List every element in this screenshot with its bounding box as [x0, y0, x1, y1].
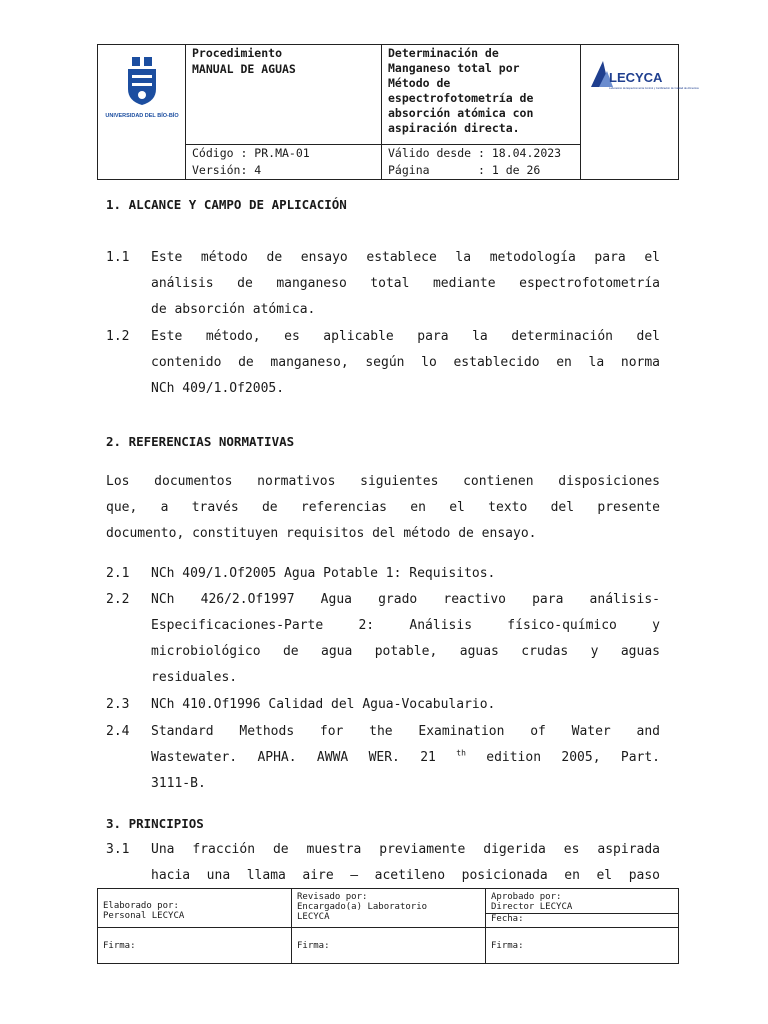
item-2-2-number: 2.2	[106, 592, 130, 607]
text-line: NCh 409/1.Of2005.	[151, 381, 285, 396]
manual-name: MANUAL DE AGUAS	[192, 62, 296, 76]
text-line: Especificaciones-Parte 2: Análisis físico-químico y	[151, 618, 660, 633]
university-name: UNIVERSIDAD DEL BÍO-BÍO	[105, 113, 179, 119]
title-line: Determinación de	[388, 46, 499, 60]
signature-label: Firma:	[103, 940, 136, 951]
text-line: residuales.	[151, 670, 238, 685]
item-2-1-number: 2.1	[106, 566, 130, 581]
text-fragment: Wastewater. APHA. AWWA WER. 21	[151, 750, 436, 765]
approval-footer	[97, 888, 679, 964]
title-line: Manganeso total por	[388, 61, 520, 75]
item-2-4-number: 2.4	[106, 724, 130, 739]
text-line: 3111-B.	[151, 776, 206, 791]
procedure-label: Procedimiento	[192, 46, 283, 60]
item-3-1-text	[151, 837, 660, 889]
university-logo	[102, 53, 182, 129]
text-line: análisis de manganeso total mediante espectrofotometría	[151, 276, 660, 291]
text-line: Este método, es aplicable para la determinación del	[151, 329, 660, 344]
lecyca-emblem-icon	[589, 55, 699, 95]
title-line: espectrofotometría de	[388, 91, 534, 105]
text-line: NCh 409/1.Of2005 Agua Potable 1: Requisitos.	[151, 566, 496, 581]
text-line: NCh 410.Of1996 Calidad del Agua-Vocabulario.	[151, 697, 496, 712]
text-line: Este método de ensayo establece la metodología para el	[151, 250, 660, 265]
item-2-4-text	[151, 719, 660, 797]
elaborated-value: Personal LECYCA	[103, 911, 185, 921]
text-line: Standard Methods for the Examination of Water and	[151, 724, 660, 739]
document-header	[97, 44, 699, 180]
text-line: NCh 426/2.Of1997 Agua grado reactivo para análisis-	[151, 592, 660, 607]
text-line: documento, constituyen requisitos del método de ensayo.	[106, 526, 537, 541]
text-line: Los documentos normativos siguientes contienen disposiciones	[106, 474, 660, 489]
lab-logo-text: LECYCA	[609, 70, 663, 85]
text-line: hacia una llama aire – acetileno posicionada en el paso	[151, 868, 660, 883]
code-line: Código : PR.MA-01	[192, 146, 310, 160]
reviewed-value: LECYCA	[297, 912, 330, 922]
text-line: contenido de manganeso, según lo establecido en la norma	[151, 355, 660, 370]
item-2-3-number: 2.3	[106, 697, 130, 712]
page-line: Página : 1 de 26	[388, 163, 541, 177]
section-1-heading: 1. ALCANCE Y CAMPO DE APLICACIÓN	[106, 197, 347, 212]
text-line: que, a través de referencias en el texto del presente	[106, 500, 660, 515]
item-1-2-text	[151, 324, 660, 402]
text-line: Una fracción de muestra previamente digerida es aspirada	[151, 842, 660, 857]
item-2-3-text	[151, 692, 660, 718]
item-1-1-text	[151, 245, 660, 323]
signature-label: Firma:	[297, 940, 330, 951]
lab-logo-subtitle: Laboratorio de Espectrometría Control y Certificación de Calidad de Alimentos	[609, 87, 699, 90]
superscript: th	[456, 748, 466, 758]
section-2-intro	[106, 469, 660, 547]
title-line: absorción atómica con	[388, 106, 534, 120]
item-2-2-text	[151, 587, 660, 691]
lab-logo	[589, 55, 699, 95]
lab-logo-cell	[581, 45, 699, 180]
version-line: Versión: 4	[192, 163, 262, 177]
approved-label: Aprobado por:	[491, 892, 562, 902]
title-line: Método de	[388, 76, 451, 90]
text-fragment: edition 2005, Part.	[486, 750, 660, 765]
section-3-heading: 3. PRINCIPIOS	[106, 816, 204, 831]
item-1-2-number: 1.2	[106, 329, 130, 344]
reviewed-label: Revisado por:	[297, 892, 368, 902]
item-2-1-text	[151, 561, 660, 587]
reviewed-value: Encargado(a) Laboratorio	[297, 902, 428, 912]
title-line: aspiración directa.	[388, 121, 520, 135]
text-line: microbiológico de agua potable, aguas crudas y aguas	[151, 644, 660, 659]
text-line	[151, 745, 660, 771]
reviewed-cell	[292, 889, 486, 928]
elaborated-signature-cell	[98, 928, 292, 964]
document-title	[382, 45, 580, 137]
procedure-cell	[186, 45, 382, 145]
title-cell	[382, 45, 581, 145]
item-3-1-number: 3.1	[106, 842, 130, 857]
signature-label: Firma:	[491, 940, 524, 951]
reviewed-signature-cell	[292, 928, 486, 964]
approved-value: Director LECYCA	[491, 902, 573, 912]
university-logo-cell	[98, 45, 186, 180]
code-version-cell	[186, 145, 382, 180]
elaborated-label: Elaborado por:	[103, 901, 179, 911]
elaborated-cell	[98, 889, 292, 928]
item-1-1-number: 1.1	[106, 250, 130, 265]
valid-from-line: Válido desde : 18.04.2023	[388, 146, 562, 160]
section-2-heading: 2. REFERENCIAS NORMATIVAS	[106, 434, 295, 449]
approved-cell	[486, 889, 679, 928]
text-line: de absorción atómica.	[151, 302, 316, 317]
date-label: Fecha:	[486, 913, 678, 924]
approved-signature-cell	[486, 928, 679, 964]
validity-cell	[382, 145, 581, 180]
